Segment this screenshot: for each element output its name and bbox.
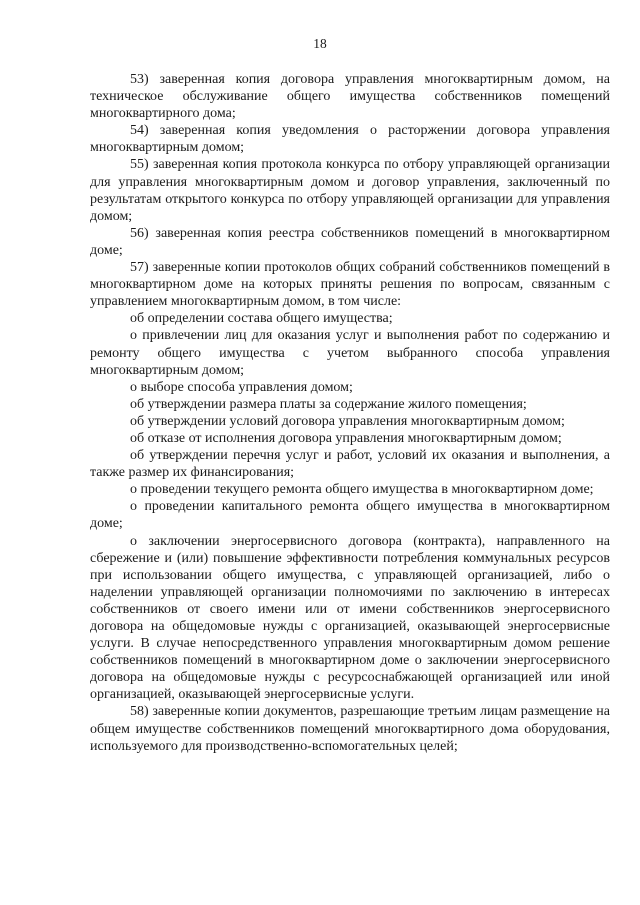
item-57-subitem: об утверждении условий договора управления многоквартирным домом; <box>130 413 565 429</box>
item-53: 53) заверенная копия договора управления многоквартирным домом, на техническое обслуживание общего имущества собственников помещений многоквартирного дома; <box>90 72 610 122</box>
item-57: 57) заверенные копии протоколов общих собраний собственников помещений в многоквартирном доме на которых приняты решения по вопросам, связанным с управлением многоквартирным домом, в том числе: <box>90 260 610 310</box>
item-56: 56) заверенная копия реестра собственников помещений в многоквартирном доме; <box>90 225 610 258</box>
document-body <box>90 71 610 755</box>
item-57-subitem: об определении состава общего имущества; <box>130 311 393 327</box>
item-57-subitem: о проведении капитального ремонта общего имущества в многоквартирном доме; <box>90 499 610 532</box>
item-57-subitem: об отказе от исполнения договора управления многоквартирным домом; <box>130 430 562 446</box>
item-57-subitem: о привлечении лиц для оказания услуг и выполнения работ по содержанию и ремонту общего имущества с учетом выбранного способа управления многоквартирным домом; <box>90 328 610 378</box>
page-number: 18 <box>313 36 327 51</box>
item-55: 55) заверенная копия протокола конкурса по отбору управляющей организации для управления многоквартирным домом и договор управления, заключенный по результатам открытого конкурса по отбору управляющей организации для управления домом; <box>90 157 610 224</box>
item-57-subitem: об утверждении размера платы за содержание жилого помещения; <box>130 396 527 412</box>
item-58: 58) заверенные копии документов, разрешающие третьим лицам размещение на общем имуществе собственников помещений многоквартирного дома оборудования, используемого для производственно-вспомогательных целей; <box>90 704 610 754</box>
item-54: 54) заверенная копия уведомления о расторжении договора управления многоквартирным домом; <box>90 123 610 156</box>
item-57-subitem: о проведении текущего ремонта общего имущества в многоквартирном доме; <box>130 482 594 498</box>
item-57-subitem: о заключении энергосервисного договора (контракта), направленного на сбережение и (или) повышение эффективности потребления коммунальных ресурсов при использовании общего имущества, с управляющей организацией, либо о наделении управляющей организации полномочиями по заключению в интересах собственников от своего имени или от имени собственников энергосервисного договора на общедомовые нужды с организацией, оказывающей энергосервисные услуги. В случае непосредственного управления многоквартирным домом решение собственников помещений в многоквартирном доме о заключении энергосервисного договора на общедомовые нужды с ресурсоснабжающей организацией или иной организацией, оказывающей энергосервисные услуги. <box>90 533 610 703</box>
item-57-subitem: о выборе способа управления домом; <box>130 379 353 395</box>
item-57-subitem: об утверждении перечня услуг и работ, условий их оказания и выполнения, а также размер их финансирования; <box>90 448 610 481</box>
